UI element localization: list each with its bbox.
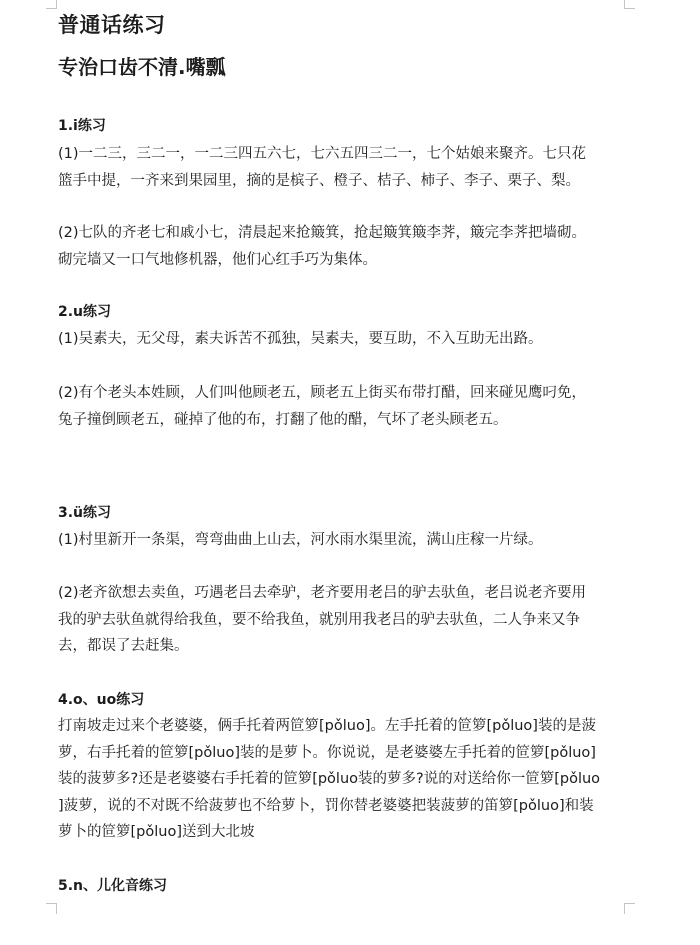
text-line: (1)村里新开一条渠，弯弯曲曲上山去，河水雨水渠里流，满山庄稼一片绿。 bbox=[58, 532, 543, 548]
text-line: 砌完墙又一口气地修机器，他们心红手巧为集体。 bbox=[58, 251, 377, 268]
section-heading-n-erhua: 5.n、儿化音练习 bbox=[58, 878, 168, 894]
text-line: (2)七队的齐老七和戚小七，清晨起来抢簸箕，抢起簸箕簸李荠，簸完李荠把墙砌。 bbox=[58, 225, 587, 241]
crop-mark-top-left bbox=[46, 0, 57, 9]
section-heading-i: 1.i练习 bbox=[58, 118, 106, 134]
section-yu-paragraph-1 bbox=[58, 527, 628, 554]
text-line: 篮手中提，一齐来到果园里，摘的是槟子、橙子、桔子、柿子、李子、栗子、梨。 bbox=[58, 172, 580, 189]
text-line: ]菠萝，说的不对既不给菠萝也不给萝卜，罚你替老婆婆把装菠萝的笛箩[pǒluo]和装 bbox=[58, 797, 594, 814]
section-yu-paragraph-2 bbox=[58, 580, 628, 660]
text-line: 萝，右手托着的笸箩[pǒluo]装的是萝卜。你说说，是老婆婆左手托着的笸箩[pǒluo] bbox=[58, 744, 596, 761]
crop-mark-bottom-left bbox=[46, 903, 57, 914]
section-heading-o-uo: 4.o、uo练习 bbox=[58, 692, 145, 708]
section-i-paragraph-1 bbox=[58, 141, 628, 194]
section-heading-u: 2.u练习 bbox=[58, 304, 112, 320]
document-title: 普通话练习 bbox=[58, 13, 166, 37]
section-u-paragraph-2 bbox=[58, 380, 628, 433]
crop-mark-top-right bbox=[624, 0, 635, 9]
section-heading-yu: 3.ü练习 bbox=[58, 505, 112, 521]
section-o-uo-paragraph-1 bbox=[58, 713, 628, 846]
text-line: (1)吴素夫，无父母，素夫诉苦不孤独，吴素夫，要互助，不入互助无出路。 bbox=[58, 331, 543, 347]
text-line: 装的菠萝多?还是老婆婆右手托着的笸箩[pǒluo装的萝多?说的对送给你一笸箩[pǒluo bbox=[58, 771, 601, 787]
text-line: (1)一二三，三二一，一二三四五六七，七六五四三二一，七个姑娘来聚齐。七只花 bbox=[58, 146, 587, 162]
text-line: (2)有个老头本姓顾，人们叫他顾老五，顾老五上街买布带打醋，回来碰见鹰叼免， bbox=[58, 385, 587, 401]
text-line: 我的驴去驮鱼就得给我鱼，要不给我鱼，就别用我老吕的驴去驮鱼，二人争来又争 bbox=[58, 611, 580, 628]
section-i-paragraph-2 bbox=[58, 220, 628, 273]
text-line: (2)老齐欲想去卖鱼，巧遇老吕去牵驴，老齐要用老吕的驴去驮鱼，老吕说老齐要用 bbox=[58, 585, 587, 601]
text-line: 打南坡走过来个老婆婆，俩手托着两笸箩[pǒluo]。左手托着的笸箩[pǒluo]装的是菠 bbox=[58, 718, 596, 734]
section-u-paragraph-1 bbox=[58, 326, 628, 353]
crop-mark-bottom-right bbox=[624, 903, 635, 914]
text-line: 萝卜的笸箩[pǒluo]送到大北坡 bbox=[58, 824, 255, 840]
text-line: 兔子撞倒顾老五，碰掉了他的布，打翻了他的醋，气坏了老头顾老五。 bbox=[58, 411, 508, 428]
text-line: 去，都误了去赶集。 bbox=[58, 638, 189, 654]
document-subtitle: 专治口齿不清.嘴瓢 bbox=[58, 55, 226, 79]
